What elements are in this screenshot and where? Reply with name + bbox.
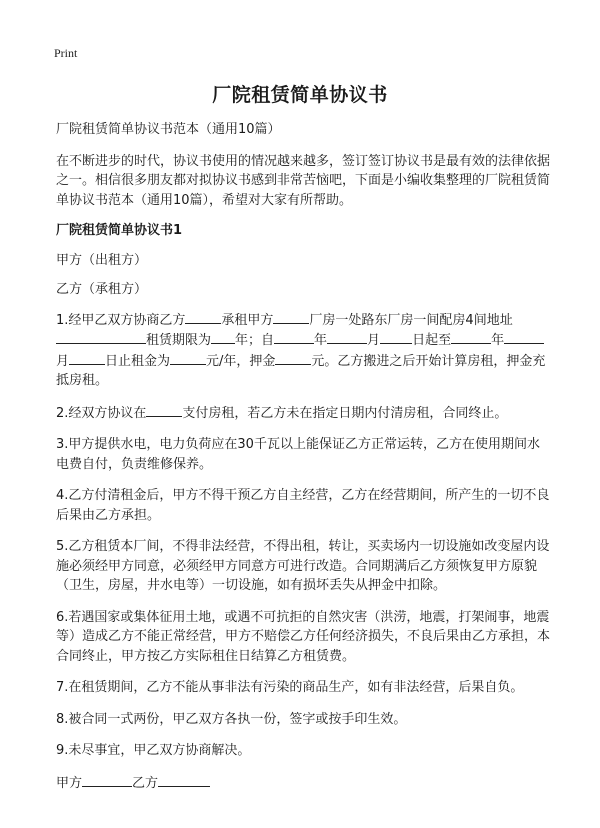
section-heading: 厂院租赁简单协议书1	[56, 223, 183, 238]
clause-1-text: 年	[314, 333, 328, 348]
clause-8: 8.被合同一式两份，甲乙双方各执一份，签字或按手印生效。	[56, 711, 407, 727]
blank-field	[275, 351, 311, 365]
signature-line	[56, 773, 550, 794]
print-label[interactable]: Print	[54, 46, 78, 60]
party-a-line: 甲方（出租方）	[56, 252, 148, 268]
blank-field	[504, 330, 544, 344]
party-a-signature-blank	[82, 773, 132, 787]
blank-field	[185, 310, 221, 324]
intro-paragraph: 在不断进步的时代，协议书使用的情况越来越多，签订签订协议书是最有效的法律依据之一。相信很多朋友都对拟协议书感到非常苦恼吧，下面是小编收集整理的厂院租赁简单协议书范本（通用10篇），希望对大家有所帮助。	[56, 153, 551, 208]
clause-1-text: 租赁期限为	[146, 333, 212, 348]
clause-2-text: 支付房租，若乙方未在指定日期内付清房租，合同终止。	[182, 405, 508, 421]
sign-party-a-label: 甲方	[56, 775, 83, 791]
blank-field	[69, 351, 105, 365]
clause-1-text: 月	[56, 353, 70, 369]
document-title: 厂院租赁简单协议书	[212, 84, 388, 106]
clause-1-text: 月	[367, 333, 381, 348]
blank-field	[170, 351, 206, 365]
clause-2	[56, 403, 550, 424]
blank-field	[274, 330, 314, 344]
clause-1-text: 日止租金为	[105, 353, 171, 369]
clause-3: 3.甲方提供水电，电力负荷应在30千瓦以上能保证乙方正常运转，乙方在使用期间水电费自付，负责维修保养。	[56, 437, 540, 472]
clause-1-text: 厂房一处路东厂房一间配房4间地址	[309, 312, 513, 328]
party-b-line: 乙方（承租方）	[56, 282, 148, 297]
blank-field	[56, 330, 146, 344]
document-subtitle: 厂院租赁简单协议书范本（通用10篇）	[56, 122, 281, 137]
blank-field	[146, 403, 182, 417]
clause-4: 4.乙方付清租金后，甲方不得干预乙方自主经营，乙方在经营期间，所产生的一切不良后果由乙方承担。	[56, 488, 550, 523]
clause-1-text: 元。乙方搬进之后开始计算房租，押金充抵房租。	[56, 353, 546, 388]
clause-1-text: 年；自	[235, 333, 275, 348]
blank-field	[273, 310, 309, 324]
clause-7: 7.在租赁期间，乙方不能从事非法有污染的商品生产，如有非法经营，后果自负。	[56, 680, 524, 695]
blank-field	[327, 330, 367, 344]
clause-1	[56, 310, 550, 391]
clause-9: 9.未尽事宜，甲乙双方协商解决。	[56, 743, 251, 758]
blank-field	[211, 330, 235, 344]
clause-1-text: 日起至	[412, 333, 452, 348]
clause-6: 6.若遇国家或集体征用土地，或遇不可抗拒的自然灾害（洪涝，地震，打架闹事，地震等）造成乙方不能正常经营，甲方不赔偿乙方任何经济损失，不良后果由乙方承担，本合同终止，甲方按乙方实际租住日结算乙方租赁费。	[56, 609, 551, 664]
clause-5: 5.乙方租赁本厂间，不得非法经营，不得出租，转让，买卖场内一切设施如改变屋内设施必须经甲方同意，必须经甲方同意方可进行改造。合同期满后乙方须恢复甲方原貌（卫生，房屋，井水电等）一切设施，如有损坏丢失从押金中扣除。	[56, 539, 550, 593]
clause-2-text: 2.经双方协议在	[56, 405, 147, 421]
clause-1-text: 年	[491, 333, 505, 348]
party-b-signature-blank	[158, 773, 210, 787]
clause-1-text: 元/年，押金	[206, 353, 276, 369]
clause-1-text: 承租甲方	[221, 312, 274, 328]
blank-field	[451, 330, 491, 344]
document-body	[56, 120, 550, 793]
clause-1-text: 1.经甲乙双方协商乙方	[56, 312, 186, 328]
blank-field	[380, 330, 412, 344]
sign-party-b-label: 乙方	[132, 775, 159, 791]
